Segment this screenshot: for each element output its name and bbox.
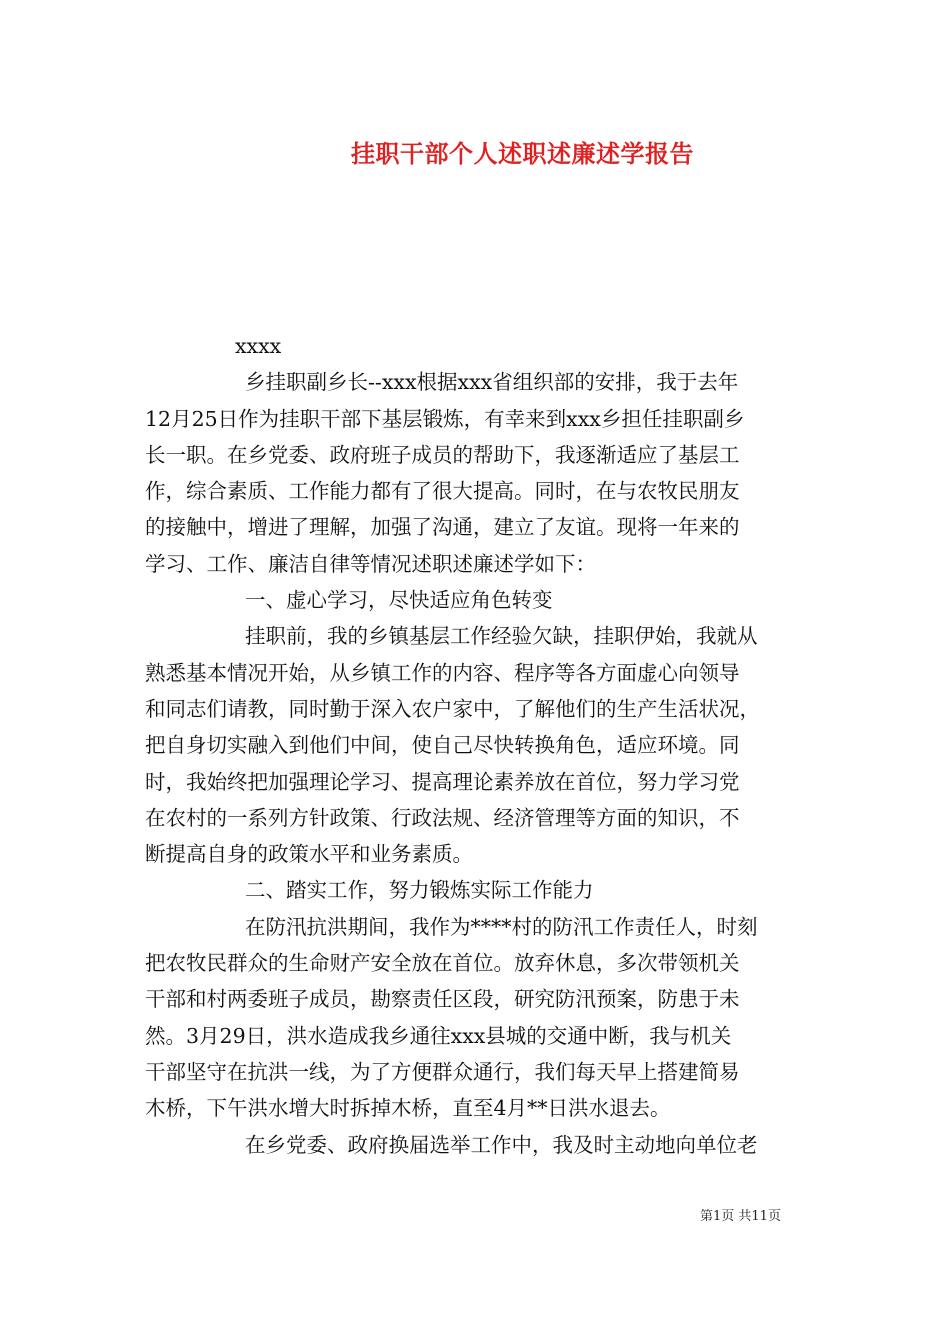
- body-line-7: 学习、工作、廉洁自律等情况述职述廉述学如下：: [145, 551, 596, 576]
- body-line-18: 把农牧民群众的生命财产安全放在首位。放弃休息，多次带领机关: [145, 951, 740, 976]
- body-line-5: 作，综合素质、工作能力都有了很大提高。同时，在与农牧民朋友: [145, 479, 740, 504]
- body-line-6: 的接触中，增进了理解，加强了沟通，建立了友谊。现将一年来的: [145, 515, 740, 540]
- body-line-2: 乡挂职副乡长--xxx根据xxx省组织部的安排，我于去年: [245, 370, 739, 395]
- body-line-20: 然。3月29日，洪水造成我乡通往xxx县城的交通中断，我与机关: [145, 1023, 732, 1048]
- body-line-1: xxxx: [235, 334, 282, 358]
- body-line-21: 干部坚守在抗洪一线，为了方便群众通行，我们每天早上搭建简易: [145, 1059, 740, 1084]
- body-line-23: 在乡党委、政府换届选举工作中，我及时主动地向单位老: [245, 1132, 758, 1157]
- section-heading-1: 一、虚心学习，尽快适应角色转变: [245, 588, 553, 613]
- body-line-10: 熟悉基本情况开始，从乡镇工作的内容、程序等各方面虚心向领导: [145, 660, 740, 685]
- body-line-17: 在防汛抗洪期间，我作为****村的防汛工作责任人，时刻: [245, 914, 758, 939]
- body-line-12: 把自身切实融入到他们中间，使自己尽快转换角色，适应环境。同: [145, 733, 740, 758]
- document-title: 挂职干部个人述职述廉述学报告: [351, 139, 694, 168]
- body-line-19: 干部和村两委班子成员，勘察责任区段，研究防汛预案，防患于未: [145, 987, 740, 1012]
- body-line-22: 木桥，下午洪水增大时拆掉木桥，直至4月**日洪水退去。: [145, 1096, 671, 1121]
- body-line-14: 在农村的一系列方针政策、行政法规、经济管理等方面的知识，不: [145, 805, 740, 830]
- body-line-9: 挂职前，我的乡镇基层工作经验欠缺，挂职伊始，我就从: [245, 624, 758, 649]
- body-line-15: 断提高自身的政策水平和业务素质。: [145, 842, 473, 867]
- section-heading-2: 二、踏实工作，努力锻炼实际工作能力: [245, 878, 594, 903]
- body-line-11: 和同志们请教，同时勤于深入农户家中，了解他们的生产生活状况，: [145, 696, 760, 721]
- document-body: [145, 328, 817, 1163]
- body-line-13: 时，我始终把加强理论学习、提高理论素养放在首位，努力学习党: [145, 769, 740, 794]
- body-line-3: 12月25日作为挂职干部下基层锻炼，有幸来到xxx乡担任挂职副乡: [145, 406, 745, 431]
- page-number-footer: 第1页 共11页: [700, 1209, 781, 1224]
- body-line-4: 长一职。在乡党委、政府班子成员的帮助下，我逐渐适应了基层工: [145, 442, 740, 467]
